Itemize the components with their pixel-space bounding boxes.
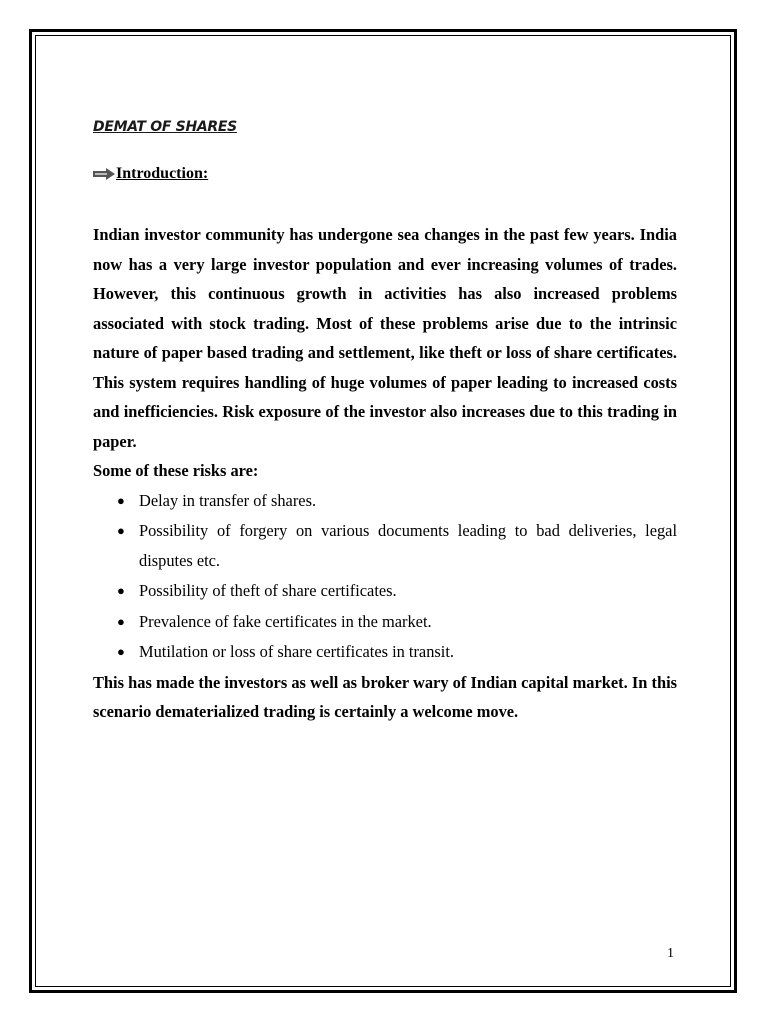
closing-paragraph: This has made the investors as well as broker wary of Indian capital market. In this scenario dematerialized trading is certainly a welcome move. — [93, 672, 677, 721]
list-item-text: Mutilation or loss of share certificates in transit. — [139, 642, 454, 661]
list-item — [93, 607, 677, 637]
list-item-text: Possibility of forgery on various documents leading to bad deliveries, legal disputes etc. — [139, 521, 677, 570]
list-item-text: Delay in transfer of shares. — [139, 490, 317, 510]
list-item — [93, 576, 677, 606]
document-body — [93, 113, 677, 727]
list-item-text: Possibility of theft of share certificates. — [139, 581, 397, 600]
page-number: 1 — [667, 946, 674, 961]
section-heading-label: Introduction: — [116, 165, 209, 182]
bullet-icon: ● — [117, 613, 125, 629]
list-item — [93, 516, 677, 575]
list-item-text: Prevalence of fake certificates in the market. — [139, 611, 432, 631]
arrow-icon — [93, 168, 115, 180]
list-item — [93, 637, 677, 667]
list-item — [93, 486, 677, 516]
bullet-icon: ● — [117, 523, 125, 538]
bullet-icon: ● — [117, 492, 125, 508]
risks-intro: Some of these risks are: — [93, 461, 259, 480]
risks-list — [93, 486, 677, 667]
bullet-icon: ● — [117, 583, 125, 598]
section-heading — [93, 161, 677, 187]
intro-paragraph: Indian investor community has undergone sea changes in the past few years. India now has a very large investor population and ever increasing volumes of trades. However, this continuous growth in activities has also increased problems associated with stock trading. Most of these problems arise due to the intrinsic nature of paper based trading and settlement, like theft or loss of share certificates. This system requires handling of huge volumes of paper leading to increased costs and inefficiencies. Risk exposure of the investor also increases due to this trading in paper. — [93, 225, 677, 451]
document-title: DEMAT OF SHARES — [93, 119, 237, 135]
bullet-icon: ● — [117, 644, 125, 659]
